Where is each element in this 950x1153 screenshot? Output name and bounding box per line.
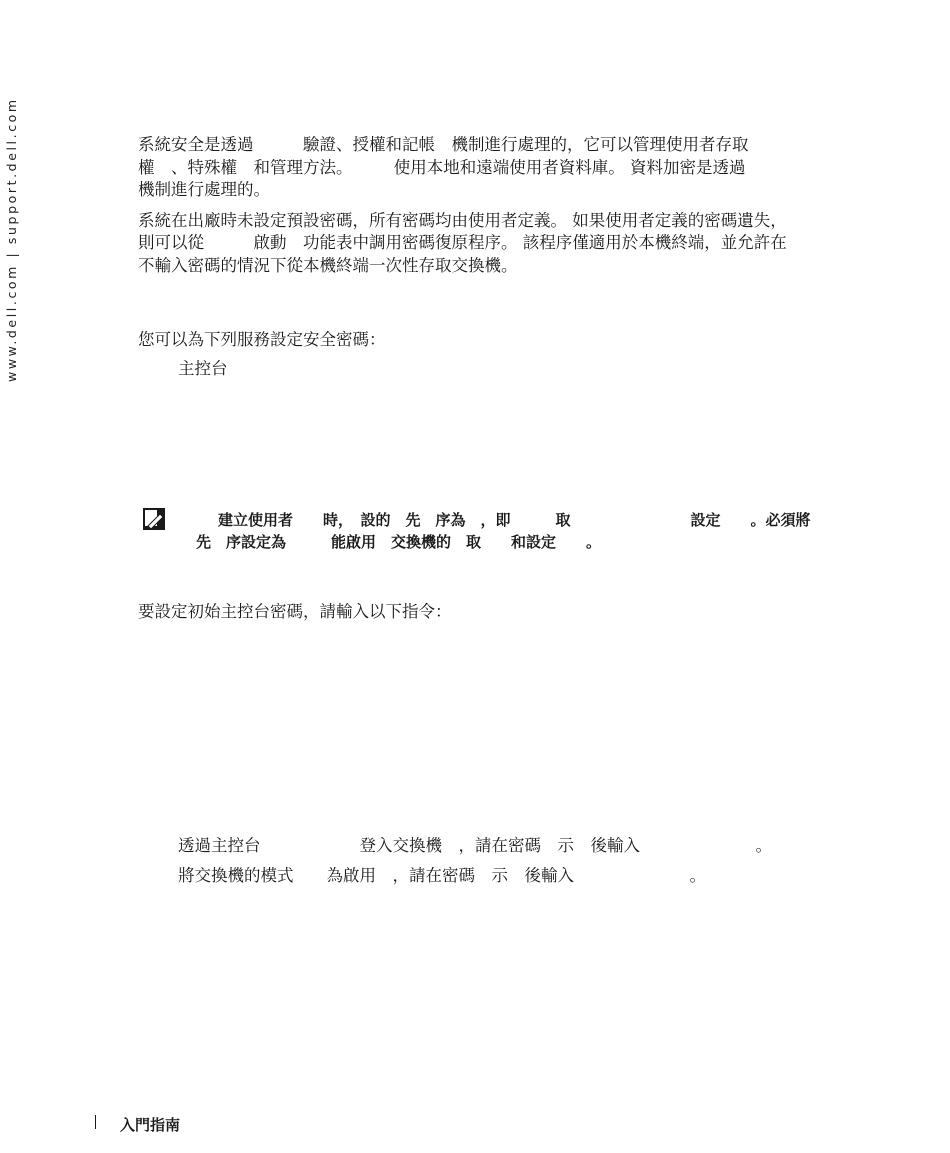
note-line-1: 建立使用者 時， 設的 先 序為 ，即 取 設定 。必須將 (218, 511, 811, 529)
services-intro: 您可以為下列服務設定安全密碼： (138, 330, 386, 349)
step-1: 透過主控台 登入交換機 ，請在密碼 示 後輸入 。 (178, 836, 772, 855)
intro-line-1: 系統安全是透過 驗證、授權和記帳 機制進行處理的，它可以管理使用者存取 (138, 135, 749, 154)
note-line-2: 先 序設定為 能啟用 交換機的 取 和設定 。 (196, 533, 602, 551)
service-item-console: 主控台 (178, 359, 228, 378)
step-2: 將交換機的模式 為啟用 ，請在密碼 示 後輸入 。 (178, 866, 706, 885)
note-pencil-icon (142, 507, 166, 531)
footer-divider (95, 1115, 96, 1129)
intro-line-2: 權 、特殊權 和管理方法。 使用本地和遠端使用者資料庫。 資料加密是透過 (138, 158, 746, 177)
password-para-line-3: 不輸入密碼的情況下從本機終端一次性存取交換機。 (138, 256, 518, 275)
footer-title: 入門指南 (120, 1116, 181, 1134)
sidebar-url: www.dell.com | support.dell.com (4, 97, 19, 382)
console-setup-intro: 要設定初始主控台密碼，請輸入以下指令： (138, 602, 452, 621)
intro-line-3: 機制進行處理的。 (138, 180, 270, 199)
password-para-line-2: 則可以從 啟動 功能表中調用密碼復原程序。 該程序僅適用於本機終端，並允許在 (138, 233, 787, 252)
password-para-line-1: 系統在出廠時未設定預設密碼，所有密碼均由使用者定義。 如果使用者定義的密碼遺失， (138, 211, 787, 230)
